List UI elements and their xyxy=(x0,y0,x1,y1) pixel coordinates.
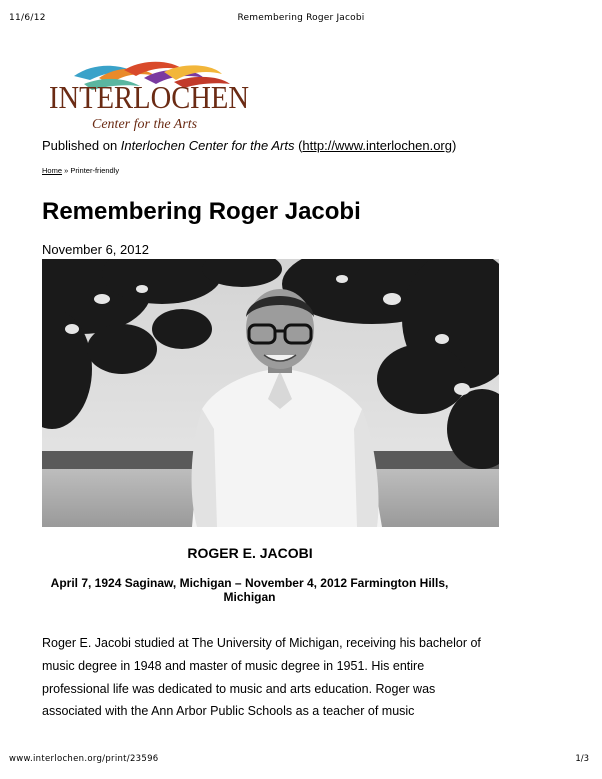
published-prefix: Published on xyxy=(42,138,121,153)
print-header-date: 11/6/12 xyxy=(9,13,46,23)
logo-tagline: Center for the Arts xyxy=(92,117,198,132)
life-dates: April 7, 1924 Saginaw, Michigan – November 4, 2012 Farmington Hills, Michigan xyxy=(50,576,449,604)
roger-jacobi-photo xyxy=(42,259,499,527)
published-site-name: Interlochen Center for the Arts xyxy=(120,138,295,153)
print-footer-page-number: 1/3 xyxy=(575,754,589,764)
page-title: Remembering Roger Jacobi xyxy=(42,198,361,225)
interlochen-logo[interactable] xyxy=(44,56,254,134)
published-line xyxy=(42,138,456,153)
breadcrumb-separator: » xyxy=(62,166,71,175)
article-date: November 6, 2012 xyxy=(42,242,149,257)
print-footer-url: www.interlochen.org/print/23596 xyxy=(9,754,159,764)
breadcrumb xyxy=(42,166,119,175)
article-body-paragraph: Roger E. Jacobi studied at The University of Michigan, receiving his bachelor of music degree in 1948 and master of music degree in 1951. His entire professional life was dedicated to music and arts education. Roger was associated with the Ann Arbor Public Schools as a teacher of music xyxy=(42,636,481,719)
published-url-link[interactable]: http://www.interlochen.org xyxy=(302,138,452,153)
logo-wordmark: INTERLOCHEN xyxy=(49,79,249,115)
published-close-paren: ) xyxy=(451,138,457,153)
published-open-paren: ( xyxy=(294,138,303,153)
breadcrumb-home-link[interactable]: Home xyxy=(42,166,63,175)
person-name-heading: ROGER E. JACOBI xyxy=(187,545,313,561)
breadcrumb-current: Printer-friendly xyxy=(70,166,120,175)
print-header-title: Remembering Roger Jacobi xyxy=(237,13,365,23)
